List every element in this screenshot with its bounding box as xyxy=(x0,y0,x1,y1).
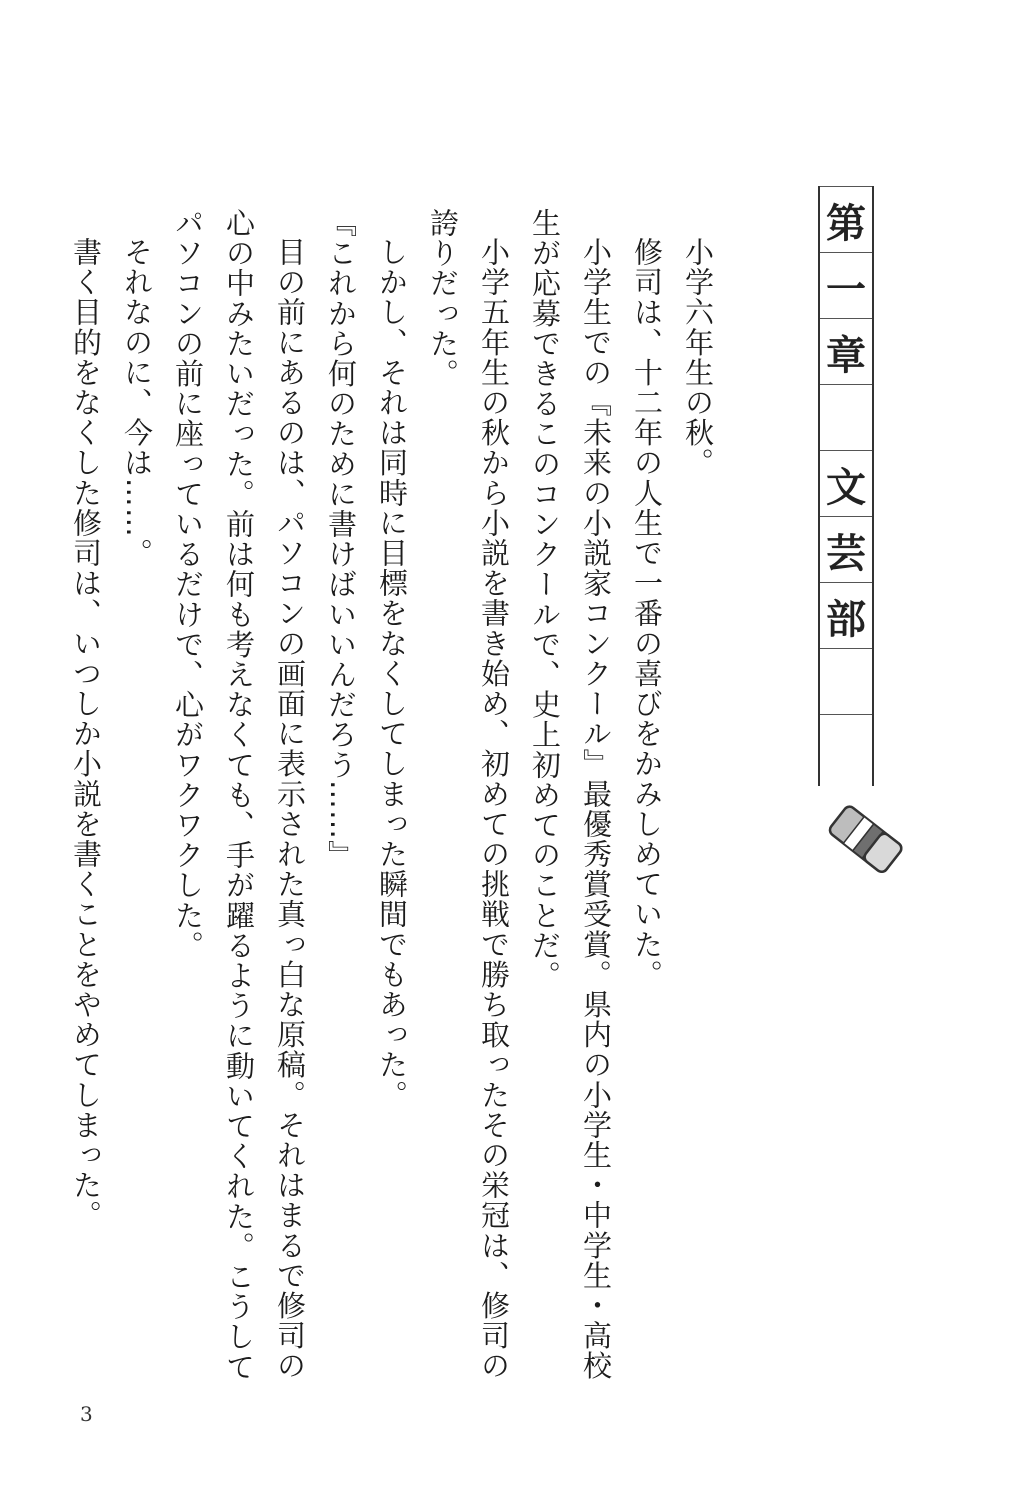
text-line: 目の前にあるのは、パソコンの画面に表示された真っ白な原稿。それはまるで修司の xyxy=(273,237,307,1381)
story-body-text xyxy=(60,208,723,1382)
text-line: それなのに、今は……。 xyxy=(120,237,154,569)
text-line: 小学六年生の秋。 xyxy=(681,237,715,478)
text-line: 書く目的をなくした修司は、いつしか小説を書くことをやめてしまった。 xyxy=(69,237,103,1231)
chapter-blank-cell xyxy=(820,384,872,451)
chapter-heading-box xyxy=(818,186,874,786)
text-line: 『これから何のために書けばいいんだろう……』 xyxy=(324,208,358,871)
text-line: 修司は、十二年の人生で一番の喜びをかみしめていた。 xyxy=(630,237,664,990)
eraser-icon xyxy=(820,800,910,880)
text-line: 小学五年生の秋から小説を書き始め、初めての挑戦で勝ち取ったその栄冠は、修司の xyxy=(477,237,511,1381)
text-line: 小学生での『未来の小説家コンクール』最優秀賞受賞。県内の小学生・中学生・高校 xyxy=(579,237,613,1381)
chapter-number-char: 第 xyxy=(820,186,872,253)
chapter-blank-cell xyxy=(820,648,872,715)
text-line: しかし、それは同時に目標をなくしてしまった瞬間でもあった。 xyxy=(375,237,409,1110)
chapter-blank-cell xyxy=(820,714,872,781)
text-line: パソコンの前に座っているだけで、心がワクワクした。 xyxy=(171,208,205,961)
text-line: 誇りだった。 xyxy=(426,208,460,389)
chapter-number-char: 章 xyxy=(820,318,872,385)
page-number: 3 xyxy=(80,1402,93,1426)
text-line: 生が応募できるこのコンクールで、史上初めてのことだ。 xyxy=(528,208,562,991)
text-line: 心の中みたいだった。前は何も考えなくても、手が躍るように動いてくれた。こうして xyxy=(222,208,256,1382)
chapter-title-char: 文 xyxy=(820,450,872,517)
chapter-title-char: 部 xyxy=(820,582,872,649)
chapter-title-char: 芸 xyxy=(820,516,872,583)
chapter-number-char: 一 xyxy=(820,252,872,319)
